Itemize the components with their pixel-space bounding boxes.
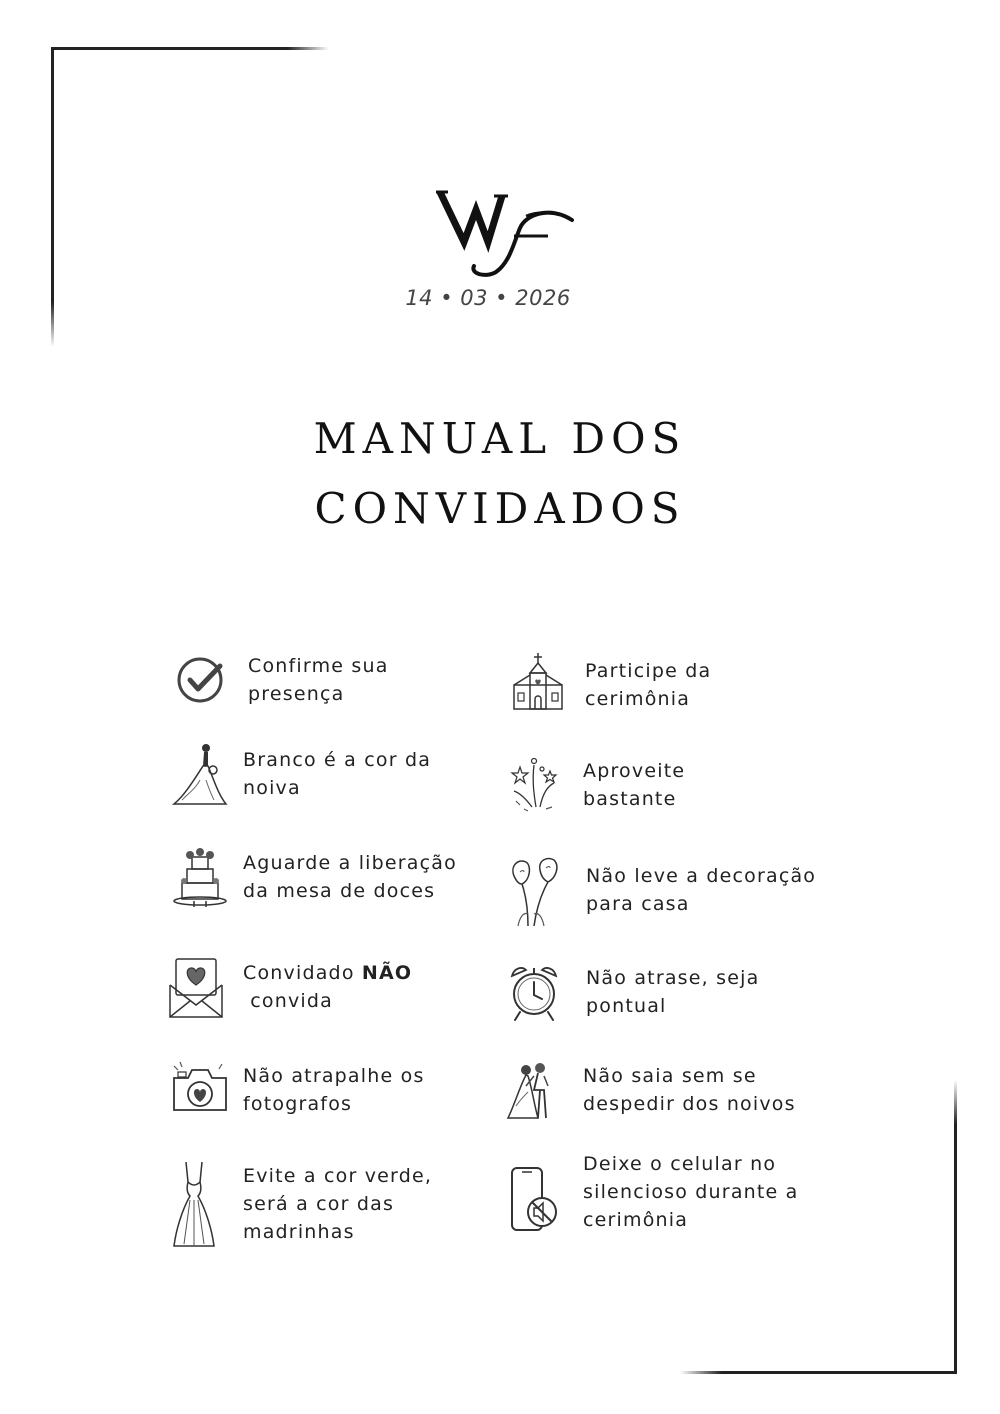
- list-item: [508, 651, 825, 719]
- frame-corner-bottom-right-horizontal: [680, 1371, 957, 1374]
- item-text-line: despedir dos noivos: [583, 1093, 796, 1115]
- page-title-line-1: MANUAL DOS: [313, 414, 687, 463]
- list-item: [170, 646, 488, 714]
- item-text-line: Branco é a cor da: [243, 749, 432, 771]
- item-text-line: madrinhas: [243, 1221, 355, 1243]
- item-text-line: fotografos: [243, 1093, 353, 1115]
- list-item: [170, 843, 483, 911]
- camera-heart-icon: [170, 1056, 230, 1124]
- page-title-line-2: CONVIDADOS: [314, 484, 686, 533]
- item-text-line: convida: [243, 990, 333, 1012]
- phone-silent-icon: [506, 1148, 566, 1236]
- list-item: [506, 1148, 823, 1236]
- couple-icon: [504, 1056, 564, 1124]
- item-text-line: Convidado NÃO: [243, 962, 413, 984]
- item-text-line: Evite a cor verde,: [243, 1165, 433, 1187]
- check-circle-icon: [170, 646, 230, 714]
- list-item: [504, 1056, 823, 1124]
- dress-icon: [164, 1160, 224, 1248]
- item-text-line: cerimônia: [583, 1209, 689, 1231]
- list-item: [170, 740, 483, 808]
- frame-corner-bottom-right-vertical: [954, 1080, 957, 1374]
- item-text-line: Não saia sem se: [583, 1065, 757, 1087]
- item-text-line: Confirme sua: [248, 655, 389, 677]
- wedding-date: 14 • 03 • 2026: [405, 286, 571, 310]
- item-text-line: pontual: [586, 995, 667, 1017]
- item-text-line: para casa: [586, 893, 690, 915]
- alarm-clock-icon: [504, 958, 564, 1026]
- item-text-line: bastante: [583, 788, 677, 810]
- item-text-line: Não atrapalhe os: [243, 1065, 425, 1087]
- item-text-line: será a cor das: [243, 1193, 395, 1215]
- cake-icon: [170, 843, 230, 911]
- fireworks-icon: [506, 751, 566, 819]
- item-text-line: noiva: [243, 777, 301, 799]
- bride-icon: [170, 740, 230, 808]
- item-text-line: da mesa de doces: [243, 880, 436, 902]
- item-text-line: cerimônia: [585, 688, 691, 710]
- item-text-line: silencioso durante a: [583, 1181, 799, 1203]
- monogram-logo: [430, 180, 580, 280]
- list-item: [506, 751, 823, 819]
- item-text-line: Participe da: [585, 660, 712, 682]
- frame-corner-top-left-horizontal: [51, 47, 329, 50]
- church-icon: [508, 651, 568, 719]
- flower-icon: [504, 852, 564, 928]
- item-text-line: Deixe o celular no: [583, 1153, 777, 1175]
- item-text-line: Aguarde a liberação: [243, 852, 457, 874]
- list-item: [504, 852, 826, 928]
- list-item: [504, 958, 826, 1026]
- item-text-line: Não atrase, seja: [586, 967, 760, 989]
- list-item: [170, 1056, 483, 1124]
- item-text-line: Não leve a decoração: [586, 865, 817, 887]
- item-text-line: presença: [248, 683, 345, 705]
- item-text-line: Aproveite: [583, 760, 686, 782]
- envelope-heart-icon: [166, 953, 226, 1021]
- list-item: [164, 1160, 483, 1248]
- emphasis-text: NÃO: [361, 962, 413, 984]
- list-item: [166, 953, 483, 1021]
